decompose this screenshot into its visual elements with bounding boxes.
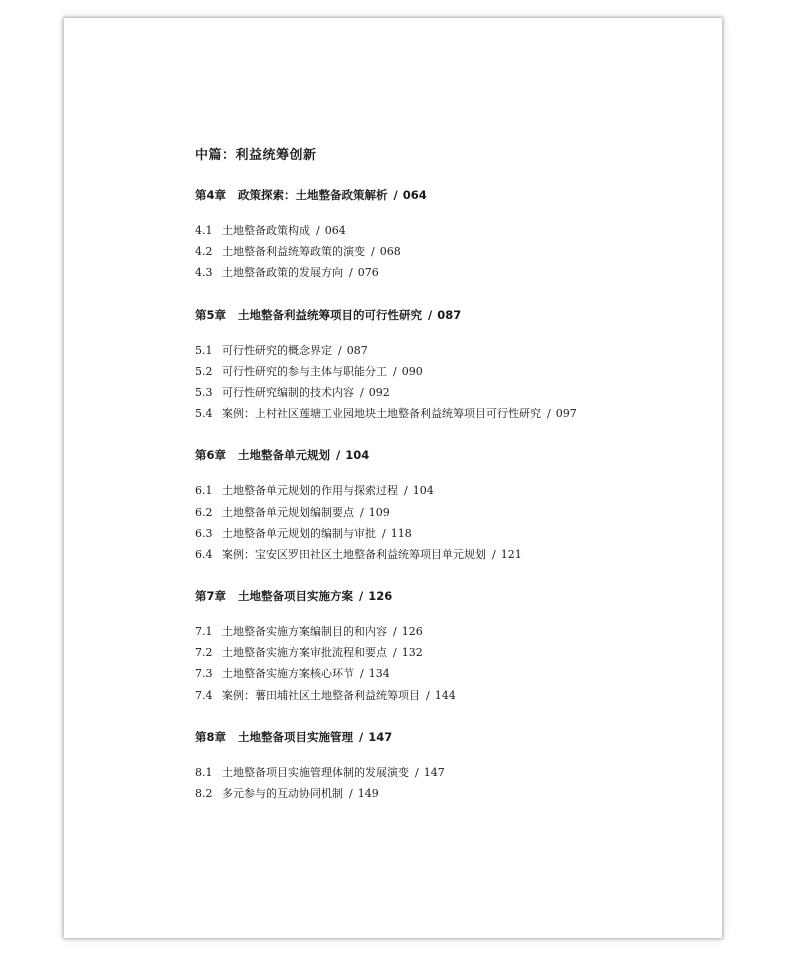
section-entry: [195, 783, 695, 804]
section-title: 土地整备政策的发展方向: [222, 266, 343, 280]
chapter-block: [195, 587, 695, 706]
section-entry: [195, 262, 695, 283]
section-title: 可行性研究编制的技术内容: [222, 385, 354, 399]
section-list: [195, 340, 695, 425]
section-title: 土地整备单元规划的编制与审批: [222, 526, 376, 540]
section-page-number: 147: [423, 765, 445, 779]
page-separator: /: [547, 407, 551, 421]
page-separator: /: [428, 307, 433, 322]
section-number: 7.2: [195, 646, 213, 660]
section-page-number: 144: [434, 688, 456, 702]
section-title: 可行性研究的参与主体与职能分工: [222, 364, 387, 378]
chapter-page-number: 087: [437, 307, 462, 322]
section-page-number: 149: [357, 787, 379, 800]
page-separator: /: [393, 364, 397, 378]
section-title: 案例：上村社区莲塘工业园地块土地整备利益统筹项目可行性研究: [222, 407, 541, 421]
section-title: 土地整备利益统筹政策的演变: [222, 245, 365, 259]
section-entry: [195, 382, 695, 403]
section-list: [195, 220, 695, 284]
chapter-title-text: 土地整备利益统筹项目的可行性研究: [238, 307, 423, 322]
section-title: 土地整备单元规划的作用与探索过程: [222, 484, 398, 498]
chapter-number: 第6章: [195, 448, 227, 463]
section-entry: [195, 544, 695, 565]
chapter-block: [195, 446, 695, 565]
section-page-number: 076: [357, 266, 379, 280]
page-separator: /: [393, 646, 397, 660]
section-page-number: 121: [500, 547, 522, 561]
page-separator: /: [404, 484, 408, 498]
chapter-list: [195, 186, 695, 804]
section-entry: [195, 523, 695, 544]
page-separator: /: [415, 765, 419, 779]
section-entry: [195, 361, 695, 382]
section-title: 多元参与的互动协同机制: [222, 787, 343, 800]
section-title: 案例：宝安区罗田社区土地整备利益统筹项目单元规划: [222, 547, 486, 561]
section-entry: [195, 502, 695, 523]
section-page-number: 118: [390, 526, 412, 540]
chapter-title: [195, 728, 695, 746]
section-entry: [195, 480, 695, 501]
chapter-number: 第7章: [195, 589, 227, 604]
page-separator: /: [382, 526, 386, 540]
table-of-contents: [195, 146, 695, 826]
chapter-title: [195, 446, 695, 464]
section-page-number: 092: [368, 385, 390, 399]
section-number: 6.2: [195, 505, 213, 519]
chapter-page-number: 126: [368, 589, 393, 604]
section-entry: [195, 762, 695, 783]
section-entry: [195, 340, 695, 361]
section-page-number: 068: [379, 245, 401, 259]
section-entry: [195, 685, 695, 706]
chapter-number: 第8章: [195, 729, 227, 744]
chapter-page-number: 064: [402, 188, 427, 202]
document-page: [64, 18, 722, 938]
page-separator: /: [371, 245, 375, 259]
chapter-number: 第5章: [195, 307, 227, 322]
page-separator: /: [359, 729, 364, 744]
chapter-block: [195, 306, 695, 425]
page-separator: /: [359, 589, 364, 604]
section-page-number: 134: [368, 667, 390, 681]
section-number: 6.4: [195, 547, 213, 561]
section-number: 6.1: [195, 484, 213, 498]
page-separator: /: [360, 667, 364, 681]
section-number: 7.4: [195, 688, 213, 702]
section-title: 案例：薯田埔社区土地整备利益统筹项目: [222, 688, 420, 702]
page-separator: /: [393, 625, 397, 639]
section-entry: [195, 241, 695, 262]
page-separator: /: [492, 547, 496, 561]
chapter-page-number: 147: [368, 729, 393, 744]
section-number: 5.3: [195, 385, 213, 399]
chapter-number: 第4章: [195, 188, 227, 202]
section-page-number: 064: [324, 224, 346, 237]
section-number: 5.1: [195, 343, 213, 357]
section-page-number: 087: [346, 343, 368, 357]
chapter-block: [195, 728, 695, 804]
page-separator: /: [393, 188, 398, 202]
page-separator: /: [349, 266, 353, 280]
section-entry: [195, 621, 695, 642]
part-title: 中篇：利益统筹创新: [195, 148, 317, 163]
page-separator: /: [338, 343, 342, 357]
section-number: 7.3: [195, 667, 213, 681]
chapter-title: [195, 587, 695, 605]
section-title: 土地整备单元规划编制要点: [222, 505, 354, 519]
section-page-number: 097: [555, 407, 577, 421]
page-separator: /: [360, 505, 364, 519]
section-number: 6.3: [195, 526, 213, 540]
section-number: 5.2: [195, 364, 213, 378]
section-title: 土地整备实施方案编制目的和内容: [222, 625, 387, 639]
section-title: 土地整备政策构成: [222, 224, 310, 237]
page-separator: /: [426, 688, 430, 702]
section-entry: [195, 220, 695, 241]
section-number: 4.2: [195, 245, 213, 259]
page-separator: /: [336, 448, 341, 463]
section-page-number: 104: [412, 484, 434, 498]
section-entry: [195, 403, 695, 424]
chapter-block: [195, 186, 695, 284]
page-separator: /: [316, 224, 320, 237]
section-title: 土地整备实施方案核心环节: [222, 667, 354, 681]
section-number: 4.1: [195, 224, 213, 237]
chapter-page-number: 104: [345, 448, 370, 463]
chapter-title-text: 政策探索：土地整备政策解析: [238, 188, 388, 202]
section-page-number: 132: [401, 646, 423, 660]
section-entry: [195, 642, 695, 663]
section-entry: [195, 663, 695, 684]
section-number: 8.1: [195, 765, 213, 779]
section-title: 土地整备实施方案审批流程和要点: [222, 646, 387, 660]
section-page-number: 126: [401, 625, 423, 639]
chapter-title-text: 土地整备项目实施方案: [238, 589, 354, 604]
section-list: [195, 762, 695, 804]
section-title: 可行性研究的概念界定: [222, 343, 332, 357]
section-title: 土地整备项目实施管理体制的发展演变: [222, 765, 409, 779]
section-number: 4.3: [195, 266, 213, 280]
chapter-title-text: 土地整备项目实施管理: [238, 729, 354, 744]
section-list: [195, 621, 695, 706]
section-number: 8.2: [195, 787, 213, 800]
chapter-title-text: 土地整备单元规划: [238, 448, 331, 463]
section-page-number: 090: [401, 364, 423, 378]
chapter-title: [195, 186, 695, 204]
section-number: 5.4: [195, 407, 213, 421]
page-separator: /: [349, 787, 353, 800]
section-page-number: 109: [368, 505, 390, 519]
section-number: 7.1: [195, 625, 213, 639]
page-separator: /: [360, 385, 364, 399]
chapter-title: [195, 306, 695, 324]
section-list: [195, 480, 695, 565]
